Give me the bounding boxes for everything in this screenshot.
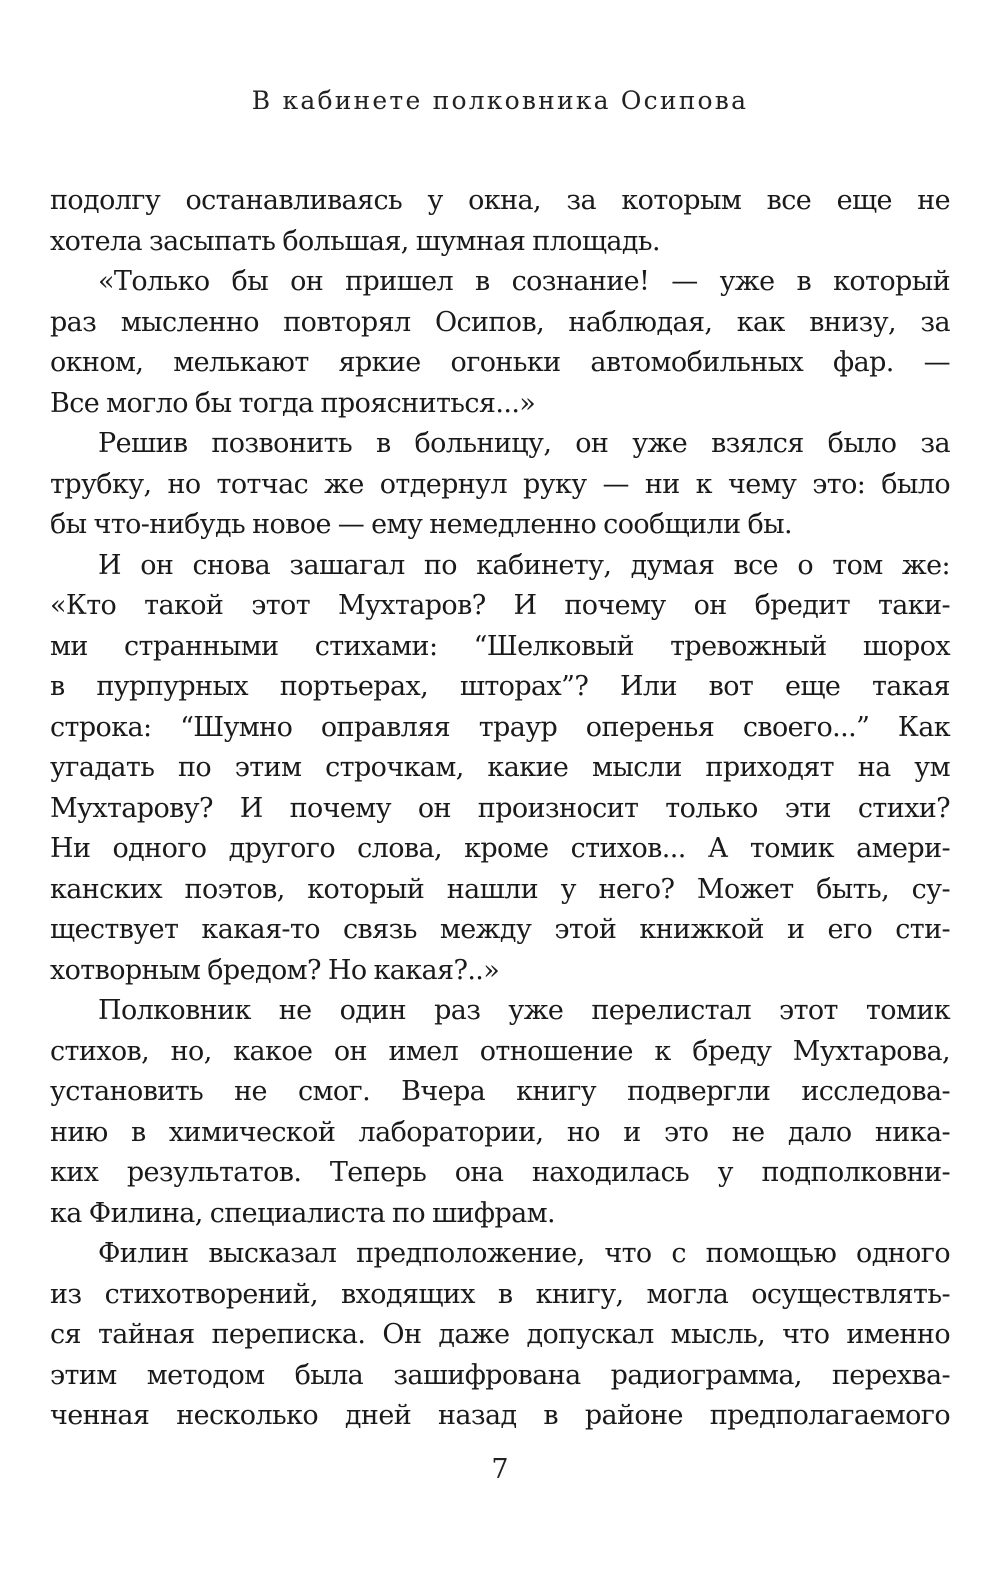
text-line: канских поэтов, который нашли у него? Может быть, су- — [50, 873, 950, 905]
running-header: В кабинете полковника Осипова — [251, 86, 749, 115]
text-line: ществует какая-то связь между этой книжкой и его сти- — [50, 914, 950, 945]
text-line: ся тайная переписка. Он даже допускал мысль, что именно — [50, 1319, 950, 1350]
text-line: в пурпурных портьерах, шторах”? Или вот еще такая — [50, 671, 950, 702]
text-line: стихов, но, какое он имел отношение к бреду Мухтарова, — [50, 1035, 950, 1067]
text-line: И он снова зашагал по кабинету, думая все о том же: — [98, 549, 950, 581]
text-line: установить не смог. Вчера книгу подвергли исследова- — [50, 1076, 950, 1107]
text-line: «Только бы он пришел в сознание! — уже в который — [98, 266, 950, 297]
text-line: окном, мелькают яркие огоньки автомобильных фар. — — [50, 347, 950, 378]
text-line: Филин высказал предположение, что с помощью одного — [98, 1238, 950, 1269]
text-line: угадать по этим строчкам, какие мысли приходят на ум — [50, 752, 950, 783]
text-line: ми странными стихами: “Шелковый тревожный шорох — [50, 630, 950, 662]
text-line: бы что-нибудь новое — ему немедленно сообщили бы. — [50, 509, 793, 540]
text-line: Решив позвонить в больницу, он уже взялся было за — [98, 428, 950, 459]
text-line: хотворным бредом? Но какая?..» — [50, 954, 500, 986]
page-number: 7 — [491, 1454, 509, 1485]
text-line: Все могло бы тогда проясниться...» — [50, 387, 536, 419]
text-line: трубку, но тотчас же отдернул руку — ни к чему это: было — [50, 468, 950, 500]
text-line: Ни одного другого слова, кроме стихов... А томик амери- — [50, 833, 950, 864]
text-line: нию в химической лаборатории, но и это не дало ника- — [50, 1116, 950, 1148]
text-line: хотела засыпать большая, шумная площадь. — [50, 225, 660, 257]
text-line: ка Филина, специалиста по шифрам. — [50, 1197, 556, 1229]
text-line: Полковник не один раз уже перелистал этот томик — [98, 995, 950, 1026]
text-line: «Кто такой этот Мухтаров? И почему он бредит таки- — [50, 590, 950, 621]
text-line: строка: “Шумно оправляя траур оперенья своего...” Как — [50, 711, 950, 743]
text-line: раз мысленно повторял Осипов, наблюдая, как внизу, за — [50, 306, 950, 338]
text-line: Мухтарову? И почему он произносит только эти стихи? — [50, 792, 950, 824]
text-line: ких результатов. Теперь она находилась у подполковни- — [50, 1157, 950, 1188]
body-text — [50, 181, 950, 1437]
text-line: этим методом была зашифрована радиограмма, перехва- — [50, 1359, 950, 1391]
text-line: ченная несколько дней назад в районе предполагаемого — [50, 1400, 950, 1431]
text-line: из стихотворений, входящих в книгу, могла осуществлять- — [50, 1278, 950, 1310]
text-line: подолгу останавливаясь у окна, за которым все еще не — [50, 185, 950, 216]
